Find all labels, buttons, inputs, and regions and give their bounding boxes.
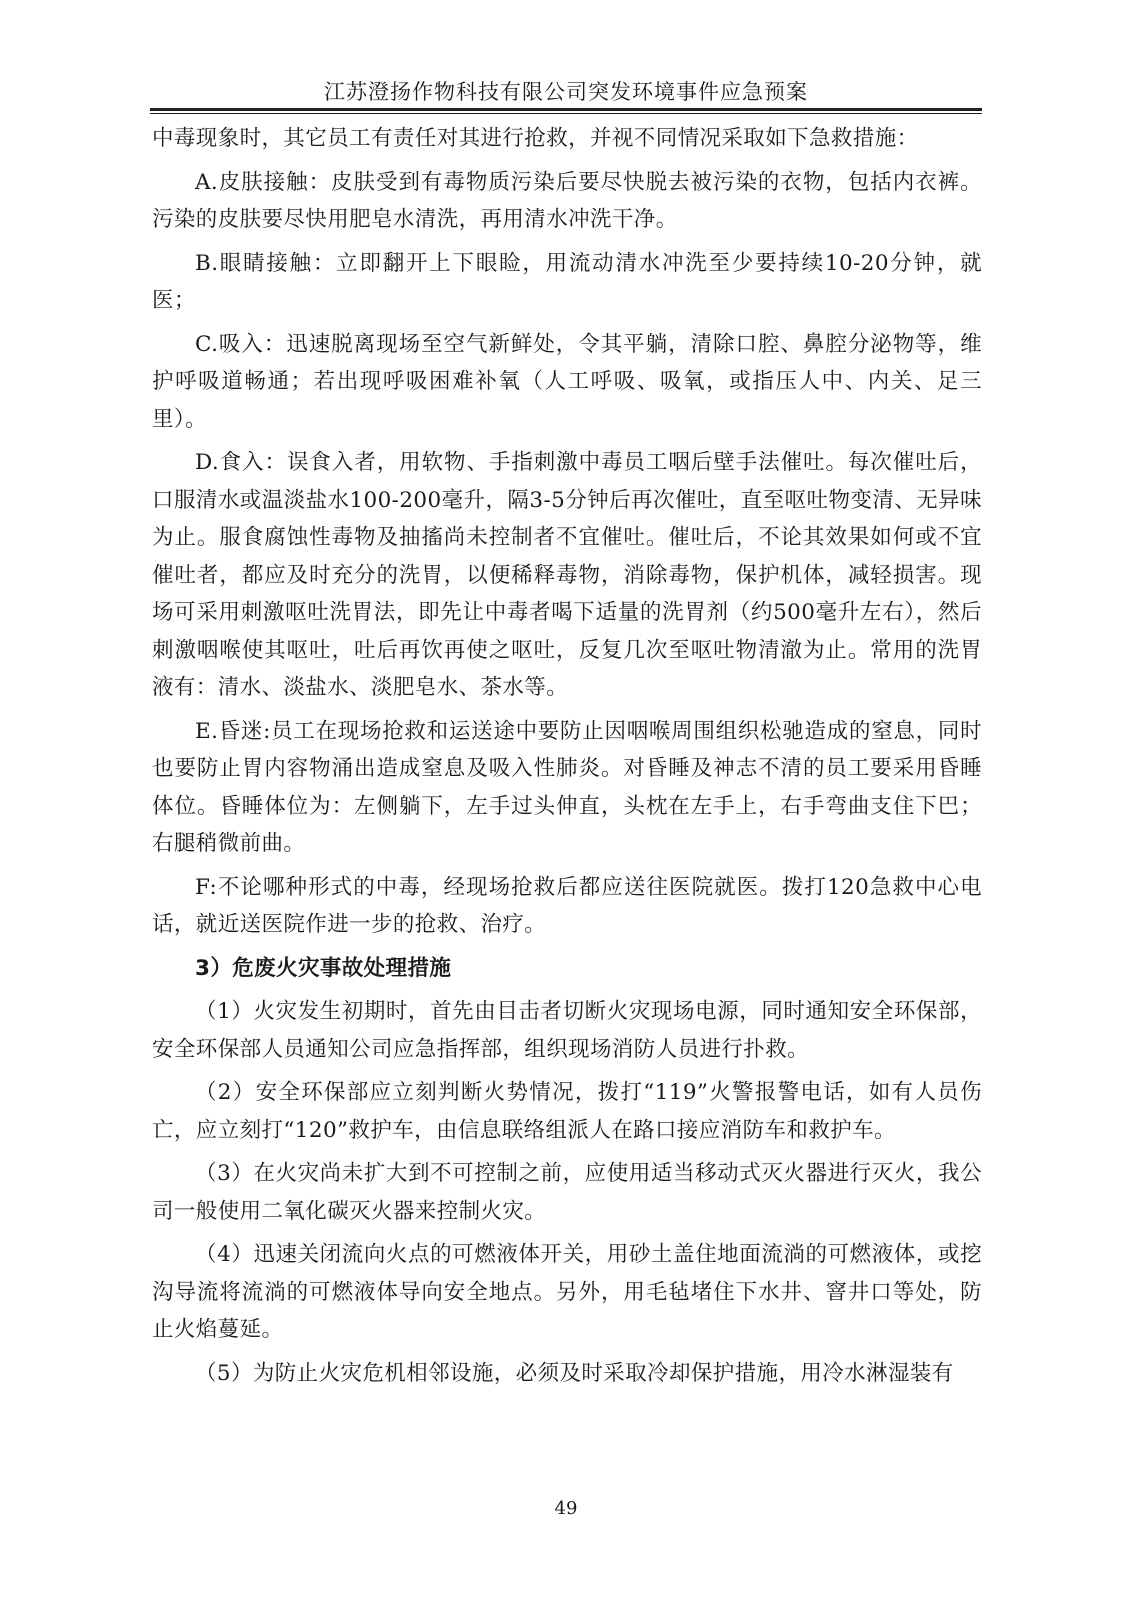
paragraph-eye-contact: B.眼睛接触：立即翻开上下眼睑，用流动清水冲洗至少要持续10-20分钟，就医； [152, 250, 982, 313]
paragraph-continuation: 中毒现象时，其它员工有责任对其进行抢救，并视不同情况采取如下急救措施： [152, 126, 919, 151]
paragraph-coma: E.昏迷:员工在现场抢救和运送途中要防止因咽喉周围组织松驰造成的窒息，同时也要防止胃内容物涌出造成窒息及吸入性肺炎。对昏睡及神志不清的员工要采用昏睡体位。昏睡体位为：左侧躺下，左手过头伸直，头枕在左手上，右手弯曲支住下巴；右腿稍微前曲。 [152, 718, 982, 856]
paragraph-hospital: F:不论哪种形式的中毒，经现场抢救后都应送往医院就医。拨打120急救中心电话，就近送医院作进一步的抢救、治疗。 [152, 874, 982, 937]
header-rule-thin [150, 113, 982, 114]
paragraph-fire-step-4: （4）迅速关闭流向火点的可燃液体开关，用砂土盖住地面流淌的可燃液体，或挖沟导流将流淌的可燃液体导向安全地点。另外，用毛毡堵住下水井、窨井口等处，防止火焰蔓延。 [152, 1242, 982, 1342]
paragraph-fire-step-2: （2）安全环保部应立刻判断火势情况，拨打“119”火警报警电话，如有人员伤亡，应立刻打“120”救护车，由信息联络组派人在路口接应消防车和救护车。 [152, 1080, 982, 1143]
paragraph-skin-contact: A.皮肤接触：皮肤受到有毒物质污染后要尽快脱去被污染的衣物，包括内衣裤。污染的皮肤要尽快用肥皂水清洗，再用清水冲洗干净。 [152, 169, 982, 232]
document-header-title: 江苏澄扬作物科技有限公司突发环境事件应急预案 [324, 80, 808, 104]
document-body [152, 120, 982, 1398]
paragraph-ingestion: D.食入：误食入者，用软物、手指刺激中毒员工咽后壁手法催吐。每次催吐后，口服清水或温淡盐水100-200毫升，隔3-5分钟后再次催吐，直至呕吐物变清、无异味为止。服食腐蚀性毒物及抽搐尚未控制者不宜催吐。催吐后，不论其效果如何或不宜催吐者，都应及时充分的洗胃，以便稀释毒物，消除毒物，保护机体，减轻损害。现场可采用刺激呕吐洗胃法，即先让中毒者喝下适量的洗胃剂（约500毫升左右），然后刺激咽喉使其呕吐，吐后再饮再使之呕吐，反复几次至呕吐物清澈为止。常用的洗胃液有：清水、淡盐水、淡肥皂水、茶水等。 [152, 450, 982, 700]
paragraph-fire-step-1: （1）火灾发生初期时，首先由目击者切断火灾现场电源，同时通知安全环保部，安全环保部人员通知公司应急指挥部，组织现场消防人员进行扑救。 [152, 999, 982, 1062]
paragraph-fire-step-3: （3）在火灾尚未扩大到不可控制之前，应使用适当移动式灭火器进行灭火，我公司一般使用二氧化碳灭火器来控制火灾。 [152, 1161, 982, 1224]
header-rule-thick [150, 108, 982, 111]
paragraph-inhalation: C.吸入：迅速脱离现场至空气新鲜处，令其平躺，清除口腔、鼻腔分泌物等，维护呼吸道畅通；若出现呼吸困难补氧（人工呼吸、吸氧，或指压人中、内关、足三里）。 [152, 331, 982, 432]
section-heading-fire: 3）危废火灾事故处理措施 [195, 955, 452, 981]
paragraph-fire-step-5: （5）为防止火灾危机相邻设施，必须及时采取冷却保护措施，用冷水淋湿装有 [195, 1360, 954, 1386]
page-number: 49 [554, 1498, 578, 1519]
